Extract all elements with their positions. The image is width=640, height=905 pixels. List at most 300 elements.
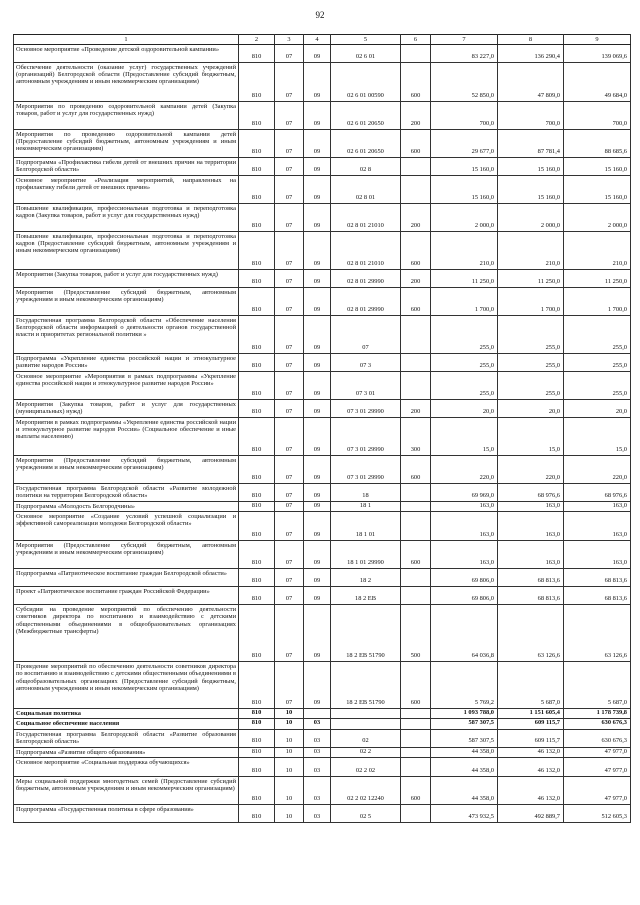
cell-amount-col7: 163,0 bbox=[431, 541, 498, 569]
cell-expense-type: 600 bbox=[401, 541, 431, 569]
cell-target-article: 02 5 bbox=[331, 804, 401, 822]
cell-target-article: 07 3 01 29990 bbox=[331, 418, 401, 456]
table-row bbox=[14, 204, 631, 232]
cell-subsection-code: 09 bbox=[304, 176, 331, 204]
cell-section-code: 07 bbox=[275, 605, 304, 662]
cell-amount-col7: 44 358,0 bbox=[431, 747, 498, 757]
cell-subsection-code: 03 bbox=[304, 804, 331, 822]
cell-subsection-code: 09 bbox=[304, 502, 331, 512]
cell-target-article: 18 2 bbox=[331, 569, 401, 587]
cell-amount-col7: 210,0 bbox=[431, 232, 498, 270]
cell-amount-col9: 2 000,0 bbox=[564, 204, 631, 232]
table-row bbox=[14, 502, 631, 512]
cell-expense-type bbox=[401, 45, 431, 63]
cell-subsection-code: 09 bbox=[304, 158, 331, 176]
cell-amount-col7: 587 307,5 bbox=[431, 729, 498, 747]
cell-target-article: 07 3 01 bbox=[331, 372, 401, 400]
cell-section-code: 10 bbox=[275, 757, 304, 776]
cell-target-article: 02 8 01 bbox=[331, 176, 401, 204]
table-row bbox=[14, 354, 631, 372]
cell-amount-col9: 63 126,6 bbox=[564, 605, 631, 662]
table-row bbox=[14, 130, 631, 158]
cell-section-code: 07 bbox=[275, 288, 304, 316]
cell-subsection-code: 09 bbox=[304, 130, 331, 158]
cell-amount-col7: 44 358,0 bbox=[431, 776, 498, 804]
cell-amount-col9: 210,0 bbox=[564, 232, 631, 270]
header-cell: 4 bbox=[304, 35, 331, 45]
table-row bbox=[14, 729, 631, 747]
cell-subsection-code: 09 bbox=[304, 587, 331, 605]
cell-expense-type: 200 bbox=[401, 102, 431, 130]
row-name-cell: Основное мероприятие «Реализация мероприятий, направленных на профилактику гибели детей от внешних причин» bbox=[14, 176, 239, 204]
cell-section-code: 07 bbox=[275, 45, 304, 63]
row-name-cell: Основное мероприятие «Проведение детской оздоровительной кампании» bbox=[14, 45, 239, 63]
cell-amount-col9: 5 687,0 bbox=[564, 662, 631, 709]
cell-amount-col7: 69 969,0 bbox=[431, 484, 498, 502]
cell-amount-col8: 20,0 bbox=[498, 400, 564, 418]
row-name-cell: Мероприятия (Закупка товаров, работ и услуг для государственных (муниципальных) нужд) bbox=[14, 400, 239, 418]
cell-amount-col7: 473 932,5 bbox=[431, 804, 498, 822]
cell-ministry-code: 810 bbox=[239, 176, 275, 204]
cell-target-article: 02 8 01 29990 bbox=[331, 270, 401, 288]
cell-amount-col8: 15 160,0 bbox=[498, 158, 564, 176]
header-cell: 2 bbox=[239, 35, 275, 45]
table-row bbox=[14, 288, 631, 316]
cell-ministry-code: 810 bbox=[239, 288, 275, 316]
cell-target-article: 02 6 01 bbox=[331, 45, 401, 63]
row-name-cell: Государственная программа Белгородской области «Обеспечение населения Белгородской области информацией о деятельности органов государственной власти и приоритетах региональной политики » bbox=[14, 316, 239, 354]
row-name-cell: Подпрограмма «Патриотическое воспитание граждан Белгородской области» bbox=[14, 569, 239, 587]
cell-amount-col8: 15,0 bbox=[498, 418, 564, 456]
cell-amount-col7: 20,0 bbox=[431, 400, 498, 418]
cell-subsection-code: 09 bbox=[304, 484, 331, 502]
cell-expense-type: 200 bbox=[401, 270, 431, 288]
cell-amount-col8: 46 132,0 bbox=[498, 747, 564, 757]
cell-target-article: 02 8 01 21010 bbox=[331, 232, 401, 270]
cell-section-code: 07 bbox=[275, 662, 304, 709]
cell-amount-col7: 15,0 bbox=[431, 418, 498, 456]
cell-section-code: 07 bbox=[275, 372, 304, 400]
cell-ministry-code: 810 bbox=[239, 400, 275, 418]
cell-expense-type: 600 bbox=[401, 662, 431, 709]
table-row bbox=[14, 176, 631, 204]
cell-amount-col7: 163,0 bbox=[431, 502, 498, 512]
cell-section-code: 07 bbox=[275, 204, 304, 232]
cell-amount-col7: 255,0 bbox=[431, 316, 498, 354]
cell-amount-col9: 255,0 bbox=[564, 354, 631, 372]
cell-amount-col9: 68 813,6 bbox=[564, 569, 631, 587]
cell-ministry-code: 810 bbox=[239, 729, 275, 747]
cell-amount-col8: 68 976,6 bbox=[498, 484, 564, 502]
cell-expense-type bbox=[401, 512, 431, 541]
cell-subsection-code: 09 bbox=[304, 45, 331, 63]
cell-amount-col8: 136 290,4 bbox=[498, 45, 564, 63]
table-row bbox=[14, 372, 631, 400]
cell-ministry-code: 810 bbox=[239, 354, 275, 372]
cell-amount-col9: 15 160,0 bbox=[564, 158, 631, 176]
cell-section-code: 07 bbox=[275, 541, 304, 569]
cell-ministry-code: 810 bbox=[239, 63, 275, 102]
cell-target-article bbox=[331, 719, 401, 729]
cell-amount-col8: 255,0 bbox=[498, 316, 564, 354]
cell-section-code: 07 bbox=[275, 63, 304, 102]
cell-amount-col9: 630 676,3 bbox=[564, 719, 631, 729]
cell-expense-type bbox=[401, 176, 431, 204]
cell-amount-col7: 69 806,0 bbox=[431, 587, 498, 605]
cell-amount-col9: 139 069,6 bbox=[564, 45, 631, 63]
cell-amount-col8: 2 000,0 bbox=[498, 204, 564, 232]
cell-target-article: 07 bbox=[331, 316, 401, 354]
cell-ministry-code: 810 bbox=[239, 456, 275, 484]
cell-expense-type bbox=[401, 316, 431, 354]
cell-subsection-code: 03 bbox=[304, 757, 331, 776]
header-cell: 7 bbox=[431, 35, 498, 45]
table-row bbox=[14, 102, 631, 130]
cell-section-code: 07 bbox=[275, 354, 304, 372]
cell-target-article: 02 6 01 20650 bbox=[331, 130, 401, 158]
row-name-cell: Проведение мероприятий по обеспечению деятельности советников директора по воспитанию и взаимодействию с детскими общественными объединениями в общеобразовательных организациях (Предоставление субсидий бюджетным, автономным учреждениям и иным некоммерческим организациям) bbox=[14, 662, 239, 709]
table-row bbox=[14, 270, 631, 288]
cell-amount-col7: 587 307,5 bbox=[431, 719, 498, 729]
cell-ministry-code: 810 bbox=[239, 232, 275, 270]
cell-amount-col8: 609 115,7 bbox=[498, 729, 564, 747]
row-name-cell: Государственная программа Белгородской области «Развитие молодежной политики на территории Белгородской области» bbox=[14, 484, 239, 502]
row-name-cell: Подпрограмма «Укрепление единства российской нации и этнокультурное развитие народов России» bbox=[14, 354, 239, 372]
header-cell: 3 bbox=[275, 35, 304, 45]
row-name-cell: Основное мероприятие «Социальная поддержка обучающихся» bbox=[14, 757, 239, 776]
cell-subsection-code: 09 bbox=[304, 569, 331, 587]
cell-ministry-code: 810 bbox=[239, 418, 275, 456]
table-row bbox=[14, 757, 631, 776]
cell-amount-col8: 700,0 bbox=[498, 102, 564, 130]
cell-amount-col7: 255,0 bbox=[431, 354, 498, 372]
cell-target-article: 02 2 02 bbox=[331, 757, 401, 776]
cell-amount-col7: 1 093 788,0 bbox=[431, 709, 498, 719]
cell-amount-col8: 1 700,0 bbox=[498, 288, 564, 316]
cell-amount-col9: 47 977,0 bbox=[564, 757, 631, 776]
cell-ministry-code: 810 bbox=[239, 502, 275, 512]
row-name-cell: Проект «Патриотическое воспитание граждан Российской Федерации» bbox=[14, 587, 239, 605]
table-row bbox=[14, 512, 631, 541]
cell-amount-col9: 15 160,0 bbox=[564, 176, 631, 204]
table-row bbox=[14, 400, 631, 418]
cell-target-article: 07 3 01 29990 bbox=[331, 456, 401, 484]
cell-amount-col8: 68 813,6 bbox=[498, 587, 564, 605]
cell-expense-type: 200 bbox=[401, 400, 431, 418]
cell-section-code: 07 bbox=[275, 176, 304, 204]
cell-amount-col9: 47 977,0 bbox=[564, 776, 631, 804]
header-cell: 8 bbox=[498, 35, 564, 45]
cell-amount-col8: 87 781,4 bbox=[498, 130, 564, 158]
cell-subsection-code: 03 bbox=[304, 719, 331, 729]
cell-section-code: 07 bbox=[275, 484, 304, 502]
cell-expense-type bbox=[401, 709, 431, 719]
cell-amount-col7: 163,0 bbox=[431, 512, 498, 541]
cell-amount-col8: 63 126,6 bbox=[498, 605, 564, 662]
row-name-cell: Обеспечение деятельности (оказание услуг) государственных учреждений (организаций) Белгородской области (Предоставление субсидий бюджетным, автономным учреждениям и иным некоммерческим организациям) bbox=[14, 63, 239, 102]
cell-subsection-code: 09 bbox=[304, 662, 331, 709]
cell-ministry-code: 810 bbox=[239, 804, 275, 822]
cell-target-article: 02 8 bbox=[331, 158, 401, 176]
cell-amount-col7: 2 000,0 bbox=[431, 204, 498, 232]
cell-subsection-code: 09 bbox=[304, 372, 331, 400]
cell-expense-type: 600 bbox=[401, 456, 431, 484]
cell-amount-col8: 47 809,0 bbox=[498, 63, 564, 102]
cell-expense-type: 600 bbox=[401, 288, 431, 316]
cell-amount-col9: 15,0 bbox=[564, 418, 631, 456]
cell-amount-col7: 255,0 bbox=[431, 372, 498, 400]
cell-amount-col8: 220,0 bbox=[498, 456, 564, 484]
cell-subsection-code: 09 bbox=[304, 512, 331, 541]
table-row bbox=[14, 541, 631, 569]
row-name-cell: Мероприятия по проведению оздоровительной кампании детей (Предоставление субсидий бюджетным, автономным учреждениям и иным некоммерческим организациям) bbox=[14, 130, 239, 158]
cell-target-article: 18 1 bbox=[331, 502, 401, 512]
cell-section-code: 10 bbox=[275, 747, 304, 757]
cell-ministry-code: 810 bbox=[239, 158, 275, 176]
cell-expense-type bbox=[401, 569, 431, 587]
cell-target-article: 02 8 01 21010 bbox=[331, 204, 401, 232]
cell-target-article: 07 3 01 29990 bbox=[331, 400, 401, 418]
header-cell: 5 bbox=[331, 35, 401, 45]
cell-amount-col8: 163,0 bbox=[498, 541, 564, 569]
cell-subsection-code: 09 bbox=[304, 418, 331, 456]
row-name-cell: Основное мероприятие «Мероприятия в рамках подпрограммы «Укрепление единства российской нации и этнокультурное развитие народов России» bbox=[14, 372, 239, 400]
row-name-cell: Подпрограмма «Государственная политика в сфере образования» bbox=[14, 804, 239, 822]
cell-ministry-code: 810 bbox=[239, 662, 275, 709]
cell-section-code: 10 bbox=[275, 804, 304, 822]
cell-expense-type bbox=[401, 719, 431, 729]
table-row bbox=[14, 804, 631, 822]
cell-amount-col7: 29 677,0 bbox=[431, 130, 498, 158]
cell-section-code: 07 bbox=[275, 102, 304, 130]
cell-expense-type bbox=[401, 354, 431, 372]
cell-amount-col9: 163,0 bbox=[564, 502, 631, 512]
cell-target-article bbox=[331, 709, 401, 719]
cell-expense-type bbox=[401, 747, 431, 757]
cell-amount-col8: 68 813,6 bbox=[498, 569, 564, 587]
cell-expense-type: 600 bbox=[401, 130, 431, 158]
cell-target-article: 02 6 01 20650 bbox=[331, 102, 401, 130]
cell-section-code: 07 bbox=[275, 456, 304, 484]
table-row bbox=[14, 662, 631, 709]
cell-subsection-code: 09 bbox=[304, 63, 331, 102]
row-name-cell: Подпрограмма «Молодость Белгородчины» bbox=[14, 502, 239, 512]
cell-subsection-code: 09 bbox=[304, 204, 331, 232]
cell-target-article: 02 6 01 00590 bbox=[331, 63, 401, 102]
cell-amount-col8: 255,0 bbox=[498, 372, 564, 400]
cell-subsection-code: 09 bbox=[304, 400, 331, 418]
cell-ministry-code: 810 bbox=[239, 605, 275, 662]
row-name-cell: Мероприятия (Предоставление субсидий бюджетным, автономным учреждениям и иным некоммерческим организациям) bbox=[14, 456, 239, 484]
cell-amount-col7: 44 358,0 bbox=[431, 757, 498, 776]
cell-amount-col9: 220,0 bbox=[564, 456, 631, 484]
cell-amount-col9: 47 977,0 bbox=[564, 747, 631, 757]
cell-amount-col7: 69 806,0 bbox=[431, 569, 498, 587]
cell-section-code: 07 bbox=[275, 316, 304, 354]
cell-ministry-code: 810 bbox=[239, 757, 275, 776]
cell-amount-col9: 20,0 bbox=[564, 400, 631, 418]
cell-section-code: 10 bbox=[275, 709, 304, 719]
cell-expense-type bbox=[401, 502, 431, 512]
table-row bbox=[14, 587, 631, 605]
cell-section-code: 07 bbox=[275, 158, 304, 176]
cell-amount-col9: 68 976,6 bbox=[564, 484, 631, 502]
cell-expense-type bbox=[401, 729, 431, 747]
cell-amount-col8: 5 687,0 bbox=[498, 662, 564, 709]
cell-section-code: 07 bbox=[275, 512, 304, 541]
cell-expense-type: 300 bbox=[401, 418, 431, 456]
cell-expense-type bbox=[401, 587, 431, 605]
header-cell: 1 bbox=[14, 35, 239, 45]
table-row bbox=[14, 63, 631, 102]
cell-amount-col9: 11 250,0 bbox=[564, 270, 631, 288]
table-row bbox=[14, 709, 631, 719]
row-name-cell: Подпрограмма «Профилактика гибели детей от внешних причин на территории Белгородской области» bbox=[14, 158, 239, 176]
cell-section-code: 07 bbox=[275, 569, 304, 587]
header-cell: 9 bbox=[564, 35, 631, 45]
cell-subsection-code: 03 bbox=[304, 776, 331, 804]
cell-ministry-code: 810 bbox=[239, 709, 275, 719]
cell-amount-col7: 15 160,0 bbox=[431, 158, 498, 176]
cell-expense-type: 600 bbox=[401, 63, 431, 102]
cell-ministry-code: 810 bbox=[239, 512, 275, 541]
cell-amount-col8: 163,0 bbox=[498, 502, 564, 512]
cell-amount-col8: 210,0 bbox=[498, 232, 564, 270]
cell-target-article: 07 3 bbox=[331, 354, 401, 372]
cell-subsection-code bbox=[304, 709, 331, 719]
budget-table bbox=[13, 34, 631, 823]
cell-ministry-code: 810 bbox=[239, 102, 275, 130]
cell-target-article: 18 1 01 29990 bbox=[331, 541, 401, 569]
row-name-cell: Субсидии на проведение мероприятий по обеспечению деятельности советников директора по воспитанию и взаимодействию с детскими общественными объединениями в общеобразовательных организациях (Межбюджетные трансферты) bbox=[14, 605, 239, 662]
cell-amount-col7: 52 850,0 bbox=[431, 63, 498, 102]
cell-ministry-code: 810 bbox=[239, 541, 275, 569]
cell-subsection-code: 03 bbox=[304, 747, 331, 757]
cell-section-code: 07 bbox=[275, 232, 304, 270]
row-name-cell: Государственная программа Белгородской области «Развитие образования Белгородской области» bbox=[14, 729, 239, 747]
cell-amount-col9: 700,0 bbox=[564, 102, 631, 130]
table-header-row bbox=[14, 35, 631, 45]
cell-amount-col8: 492 889,7 bbox=[498, 804, 564, 822]
cell-amount-col8: 1 151 605,4 bbox=[498, 709, 564, 719]
cell-section-code: 07 bbox=[275, 502, 304, 512]
cell-subsection-code: 09 bbox=[304, 316, 331, 354]
cell-amount-col9: 163,0 bbox=[564, 512, 631, 541]
cell-amount-col8: 163,0 bbox=[498, 512, 564, 541]
cell-subsection-code: 03 bbox=[304, 729, 331, 747]
cell-amount-col7: 5 769,2 bbox=[431, 662, 498, 709]
cell-section-code: 07 bbox=[275, 418, 304, 456]
row-name-cell: Подпрограмма «Развитие общего образования» bbox=[14, 747, 239, 757]
cell-subsection-code: 09 bbox=[304, 354, 331, 372]
cell-subsection-code: 09 bbox=[304, 456, 331, 484]
cell-amount-col8: 46 132,0 bbox=[498, 776, 564, 804]
cell-amount-col8: 609 115,7 bbox=[498, 719, 564, 729]
cell-target-article: 02 2 bbox=[331, 747, 401, 757]
cell-target-article: 18 bbox=[331, 484, 401, 502]
cell-amount-col9: 163,0 bbox=[564, 541, 631, 569]
cell-expense-type bbox=[401, 372, 431, 400]
cell-section-code: 10 bbox=[275, 719, 304, 729]
cell-amount-col8: 15 160,0 bbox=[498, 176, 564, 204]
cell-subsection-code: 09 bbox=[304, 541, 331, 569]
cell-section-code: 07 bbox=[275, 270, 304, 288]
cell-ministry-code: 810 bbox=[239, 719, 275, 729]
table-row bbox=[14, 456, 631, 484]
cell-target-article: 18 2 ЕВ 51790 bbox=[331, 662, 401, 709]
cell-ministry-code: 810 bbox=[239, 372, 275, 400]
cell-target-article: 02 8 01 29990 bbox=[331, 288, 401, 316]
cell-amount-col9: 49 684,0 bbox=[564, 63, 631, 102]
cell-expense-type: 200 bbox=[401, 204, 431, 232]
cell-amount-col9: 512 605,3 bbox=[564, 804, 631, 822]
cell-subsection-code: 09 bbox=[304, 232, 331, 270]
table-row bbox=[14, 158, 631, 176]
row-name-cell: Мероприятия в рамках подпрограммы «Укрепление единства российской нации и этнокультурное развитие народов России» (Социальное обеспечение и иные выплаты населению) bbox=[14, 418, 239, 456]
cell-ministry-code: 810 bbox=[239, 587, 275, 605]
cell-section-code: 07 bbox=[275, 130, 304, 158]
cell-amount-col9: 1 178 739,8 bbox=[564, 709, 631, 719]
cell-target-article: 18 2 ЕВ 51790 bbox=[331, 605, 401, 662]
cell-ministry-code: 810 bbox=[239, 747, 275, 757]
cell-expense-type bbox=[401, 484, 431, 502]
cell-ministry-code: 810 bbox=[239, 316, 275, 354]
cell-amount-col9: 255,0 bbox=[564, 316, 631, 354]
row-name-cell: Социальное обеспечение населения bbox=[14, 719, 239, 729]
cell-subsection-code: 09 bbox=[304, 270, 331, 288]
cell-expense-type: 500 bbox=[401, 605, 431, 662]
row-name-cell: Мероприятия по проведению оздоровительной кампании детей (Закупка товаров, работ и услуг для государственных нужд) bbox=[14, 102, 239, 130]
table-row bbox=[14, 316, 631, 354]
cell-expense-type bbox=[401, 757, 431, 776]
cell-subsection-code: 09 bbox=[304, 605, 331, 662]
cell-target-article: 18 1 01 bbox=[331, 512, 401, 541]
row-name-cell: Мероприятия (Предоставление субсидий бюджетным, автономным учреждениям и иным некоммерческим организациям) bbox=[14, 288, 239, 316]
row-name-cell: Повышение квалификации, профессиональная подготовка и переподготовка кадров (Закупка товаров, работ и услуг для государственных нужд) bbox=[14, 204, 239, 232]
cell-target-article: 02 bbox=[331, 729, 401, 747]
row-name-cell: Основное мероприятие «Создание условий успешной социализации и эффективной самореализации молодежи Белгородской области» bbox=[14, 512, 239, 541]
cell-amount-col9: 68 813,6 bbox=[564, 587, 631, 605]
row-name-cell: Повышение квалификации, профессиональная подготовка и переподготовка кадров (Предоставление субсидий бюджетным, автономным учреждениям и иным некоммерческим организациям) bbox=[14, 232, 239, 270]
table-row bbox=[14, 569, 631, 587]
cell-amount-col9: 630 676,3 bbox=[564, 729, 631, 747]
cell-amount-col8: 11 250,0 bbox=[498, 270, 564, 288]
table-row bbox=[14, 605, 631, 662]
cell-section-code: 10 bbox=[275, 776, 304, 804]
cell-ministry-code: 810 bbox=[239, 204, 275, 232]
cell-expense-type: 600 bbox=[401, 232, 431, 270]
cell-amount-col8: 255,0 bbox=[498, 354, 564, 372]
cell-subsection-code: 09 bbox=[304, 288, 331, 316]
cell-amount-col7: 1 700,0 bbox=[431, 288, 498, 316]
cell-amount-col7: 64 036,8 bbox=[431, 605, 498, 662]
table-row bbox=[14, 232, 631, 270]
cell-amount-col9: 88 685,6 bbox=[564, 130, 631, 158]
row-name-cell: Мероприятия (Закупка товаров, работ и услуг для государственных нужд) bbox=[14, 270, 239, 288]
cell-amount-col7: 83 227,0 bbox=[431, 45, 498, 63]
table-row bbox=[14, 484, 631, 502]
cell-ministry-code: 810 bbox=[239, 270, 275, 288]
cell-amount-col7: 15 160,0 bbox=[431, 176, 498, 204]
cell-expense-type bbox=[401, 804, 431, 822]
cell-ministry-code: 810 bbox=[239, 569, 275, 587]
cell-section-code: 10 bbox=[275, 729, 304, 747]
cell-expense-type bbox=[401, 158, 431, 176]
table-row bbox=[14, 418, 631, 456]
cell-target-article: 18 2 ЕВ bbox=[331, 587, 401, 605]
cell-ministry-code: 810 bbox=[239, 130, 275, 158]
table-row bbox=[14, 747, 631, 757]
